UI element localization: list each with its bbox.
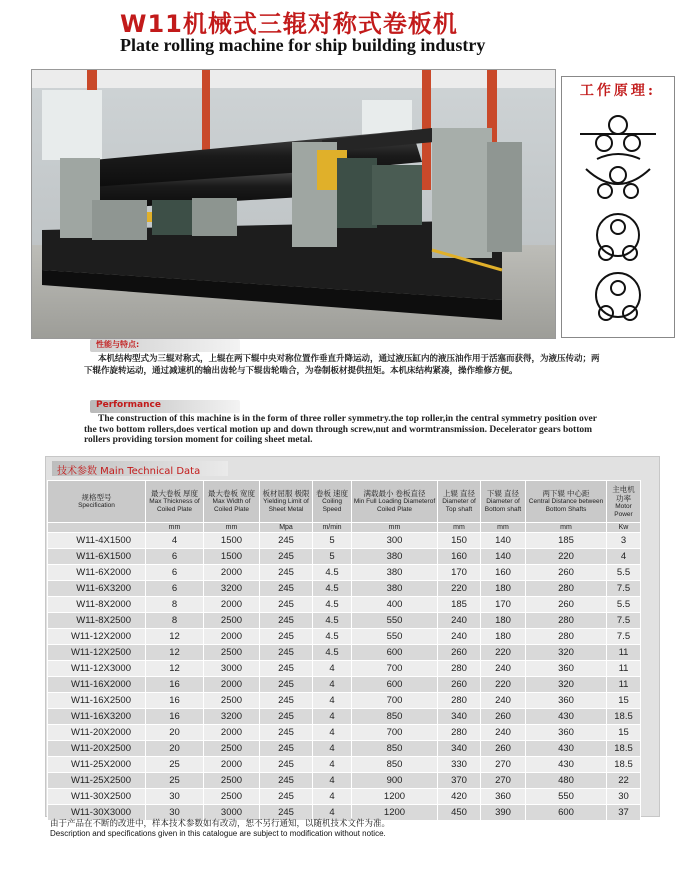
specs-header-row — [48, 481, 641, 523]
specs-header-cn: 两下辊 中心距 — [542, 489, 590, 498]
table-cell: 30 — [607, 789, 641, 805]
table-cell: 850 — [352, 709, 438, 725]
table-cell: 260 — [438, 645, 481, 661]
table-cell: 850 — [352, 741, 438, 757]
table-cell: 260 — [481, 741, 526, 757]
specs-table — [47, 480, 641, 821]
specs-unit-cell: mm — [204, 523, 260, 533]
specs-units-row — [48, 523, 641, 533]
rolling-step-4-diagram — [596, 273, 640, 320]
specs-header-cell — [204, 481, 260, 523]
performance-tag — [90, 400, 240, 413]
table-cell: 220 — [526, 549, 607, 565]
table-cell: 260 — [438, 677, 481, 693]
specs-header-en: Diameter of Bottom shaft — [484, 498, 522, 513]
table-cell: 2000 — [204, 677, 260, 693]
table-cell: 4 — [146, 533, 204, 549]
specs-header-en: Specification — [78, 502, 115, 509]
model-cell: W11-30X2500 — [48, 789, 146, 805]
specs-unit-cell: mm — [526, 523, 607, 533]
model-cell: W11-6X2000 — [48, 565, 146, 581]
table-cell: 245 — [260, 757, 313, 773]
specs-header-cn: 上辊 直径 — [442, 489, 476, 498]
specs-header-cell — [438, 481, 481, 523]
table-cell: 240 — [438, 613, 481, 629]
table-row — [48, 565, 641, 581]
table-cell: 380 — [352, 565, 438, 581]
table-cell: 370 — [438, 773, 481, 789]
table-cell: 450 — [438, 805, 481, 821]
table-cell: 185 — [526, 533, 607, 549]
specs-header-cell — [48, 481, 146, 523]
model-cell: W11-30X3000 — [48, 805, 146, 821]
table-cell: 11 — [607, 661, 641, 677]
table-cell: 245 — [260, 565, 313, 581]
table-cell: 245 — [260, 581, 313, 597]
table-cell: 30 — [146, 789, 204, 805]
specs-header-cn: 卷板 速度 — [315, 489, 349, 498]
table-cell: 4 — [313, 757, 352, 773]
table-cell: 5 — [313, 549, 352, 565]
specs-unit-cell: mm — [438, 523, 481, 533]
model-cell: W11-8X2000 — [48, 597, 146, 613]
features-paragraph: 本机结构型式为三辊对称式，上辊在两下辊中央对称位置作垂直升降运动，通过液压缸内的液压油作用于活塞而获得，为液压传动；两下辊作旋转运动，通过减速机的输出齿轮与下辊齿轮啮合，为卷制板材提供扭矩。本机床结构紧凑，操作维修方便。 — [84, 354, 600, 376]
table-cell: 900 — [352, 773, 438, 789]
table-cell: 4.5 — [313, 629, 352, 645]
table-cell: 245 — [260, 613, 313, 629]
table-cell: 330 — [438, 757, 481, 773]
table-cell: 245 — [260, 533, 313, 549]
table-cell: 280 — [438, 661, 481, 677]
table-cell: 2500 — [204, 789, 260, 805]
specs-unit-cell — [48, 523, 146, 533]
table-cell: 2500 — [204, 645, 260, 661]
table-cell: 16 — [146, 693, 204, 709]
table-row — [48, 549, 641, 565]
table-cell: 220 — [481, 677, 526, 693]
table-cell: 4.5 — [313, 597, 352, 613]
specs-header-en: Min Full Loading Diameterof Coiled Plate — [353, 498, 436, 513]
specs-header-cell — [352, 481, 438, 523]
specs-header-cn: 主电机 功率 — [612, 484, 635, 503]
table-cell: 18.5 — [607, 709, 641, 725]
specs-header-en: Diameter of Top shaft — [442, 498, 476, 513]
table-cell: 340 — [438, 741, 481, 757]
table-cell: 280 — [526, 629, 607, 645]
table-cell: 4.5 — [313, 613, 352, 629]
table-cell: 245 — [260, 677, 313, 693]
features-tag — [90, 339, 240, 352]
table-cell: 270 — [481, 757, 526, 773]
table-row — [48, 661, 641, 677]
table-cell: 2000 — [204, 565, 260, 581]
performance-tag-label: Performance — [96, 400, 161, 410]
specs-header-cell — [481, 481, 526, 523]
table-cell: 1500 — [204, 533, 260, 549]
model-cell: W11-4X1500 — [48, 533, 146, 549]
table-cell: 15 — [607, 725, 641, 741]
table-cell: 5.5 — [607, 565, 641, 581]
table-cell: 4.5 — [313, 645, 352, 661]
specs-header-cell — [260, 481, 313, 523]
table-row — [48, 709, 641, 725]
table-cell: 7.5 — [607, 629, 641, 645]
table-cell: 160 — [438, 549, 481, 565]
model-cell: W11-12X2000 — [48, 629, 146, 645]
table-row — [48, 677, 641, 693]
table-cell: 170 — [481, 597, 526, 613]
table-cell: 550 — [352, 613, 438, 629]
table-cell: 2500 — [204, 613, 260, 629]
table-cell: 140 — [481, 533, 526, 549]
table-cell: 600 — [526, 805, 607, 821]
table-cell: 5 — [313, 533, 352, 549]
table-cell: 15 — [607, 693, 641, 709]
table-row — [48, 789, 641, 805]
page-title-en: Plate rolling machine for ship building industry — [120, 35, 486, 55]
table-cell: 3200 — [204, 709, 260, 725]
table-row — [48, 741, 641, 757]
table-cell: 400 — [352, 597, 438, 613]
table-cell: 4.5 — [313, 581, 352, 597]
model-cell: W11-25X2500 — [48, 773, 146, 789]
table-cell: 37 — [607, 805, 641, 821]
table-row — [48, 773, 641, 789]
table-cell: 25 — [146, 757, 204, 773]
table-row — [48, 693, 641, 709]
rolling-step-2-diagram — [586, 154, 650, 198]
table-cell: 220 — [481, 645, 526, 661]
table-cell: 7.5 — [607, 581, 641, 597]
specs-header-en: Motor Power — [614, 502, 633, 518]
table-cell: 22 — [607, 773, 641, 789]
table-cell: 700 — [352, 661, 438, 677]
table-cell: 390 — [481, 805, 526, 821]
table-cell: 11 — [607, 677, 641, 693]
specs-header-cn: 最大卷板 宽度 — [207, 489, 256, 498]
table-cell: 12 — [146, 661, 204, 677]
table-cell: 4 — [313, 805, 352, 821]
table-cell: 4 — [313, 661, 352, 677]
table-cell: 360 — [526, 661, 607, 677]
table-cell: 16 — [146, 677, 204, 693]
table-cell: 180 — [481, 613, 526, 629]
table-cell: 260 — [526, 565, 607, 581]
table-row — [48, 725, 641, 741]
table-cell: 180 — [481, 581, 526, 597]
specs-unit-cell: Mpa — [260, 523, 313, 533]
table-cell: 360 — [481, 789, 526, 805]
table-row — [48, 645, 641, 661]
specs-section-title — [52, 461, 228, 476]
specs-header-cn: 规格型号 — [81, 493, 112, 502]
table-cell: 420 — [438, 789, 481, 805]
table-cell: 245 — [260, 597, 313, 613]
footer-note-en: Description and specifications given in this catalogue are subject to modification without notice. — [50, 829, 386, 838]
table-cell: 320 — [526, 645, 607, 661]
table-cell: 2000 — [204, 597, 260, 613]
rolling-step-1-diagram — [580, 116, 656, 151]
table-cell: 245 — [260, 693, 313, 709]
table-cell: 1200 — [352, 789, 438, 805]
table-row — [48, 613, 641, 629]
specs-title-label: 技术参数 Main Technical Data — [57, 466, 201, 477]
table-cell: 550 — [352, 629, 438, 645]
working-principle-title: 工作原理: — [579, 83, 657, 99]
model-cell: W11-6X1500 — [48, 549, 146, 565]
specs-header-cell — [146, 481, 204, 523]
model-cell: W11-25X2000 — [48, 757, 146, 773]
table-cell: 430 — [526, 741, 607, 757]
table-cell: 5.5 — [607, 597, 641, 613]
model-cell: W11-16X2500 — [48, 693, 146, 709]
table-cell: 245 — [260, 725, 313, 741]
model-cell: W11-20X2500 — [48, 741, 146, 757]
specs-unit-cell: mm — [352, 523, 438, 533]
specs-unit-cell: mm — [146, 523, 204, 533]
table-cell: 4 — [607, 549, 641, 565]
model-cell: W11-20X2000 — [48, 725, 146, 741]
table-cell: 8 — [146, 597, 204, 613]
model-cell: W11-16X3200 — [48, 709, 146, 725]
specs-header-en: Max Width of Coiled Plate — [212, 498, 251, 513]
table-row — [48, 581, 641, 597]
machine-photo — [31, 69, 556, 339]
table-cell: 150 — [438, 533, 481, 549]
table-cell: 245 — [260, 741, 313, 757]
specs-table-body — [48, 533, 641, 821]
table-cell: 430 — [526, 757, 607, 773]
table-row — [48, 533, 641, 549]
table-cell: 18.5 — [607, 741, 641, 757]
specs-header-en: Max Thickness of Coiled Plate — [149, 498, 200, 513]
footer-note-cn: 由于产品在不断的改进中，样本技术参数如有改动，恕不另行通知，以随机技术文件为准。 — [50, 819, 391, 829]
specs-header-en: Yielding Limit of Sheet Metal — [263, 498, 309, 513]
table-cell: 6 — [146, 565, 204, 581]
table-cell: 185 — [438, 597, 481, 613]
specs-header-cn: 最大卷板 厚度 — [150, 489, 199, 498]
table-cell: 280 — [526, 581, 607, 597]
table-cell: 170 — [438, 565, 481, 581]
table-cell: 850 — [352, 757, 438, 773]
table-row — [48, 597, 641, 613]
table-row — [48, 757, 641, 773]
table-cell: 240 — [481, 725, 526, 741]
model-cell: W11-8X2500 — [48, 613, 146, 629]
table-cell: 30 — [146, 805, 204, 821]
table-cell: 1500 — [204, 549, 260, 565]
table-cell: 20 — [146, 725, 204, 741]
table-cell: 1200 — [352, 805, 438, 821]
table-cell: 20 — [146, 741, 204, 757]
table-cell: 600 — [352, 645, 438, 661]
table-cell: 245 — [260, 805, 313, 821]
table-cell: 3200 — [204, 581, 260, 597]
model-cell: W11-16X2000 — [48, 677, 146, 693]
table-cell: 260 — [526, 597, 607, 613]
table-cell: 300 — [352, 533, 438, 549]
table-cell: 260 — [481, 709, 526, 725]
table-cell: 700 — [352, 693, 438, 709]
specs-unit-cell: mm — [481, 523, 526, 533]
table-cell: 245 — [260, 661, 313, 677]
table-cell: 2000 — [204, 757, 260, 773]
table-cell: 140 — [481, 549, 526, 565]
table-cell: 180 — [481, 629, 526, 645]
performance-paragraph: The construction of this machine is in the form of three roller symmetry.the top roller,in the central symmetry position over the two bottom rollers,does vertical motion up and down through screw,nut and wormtransmission. Decelerator gears bottom rollers providing torsion moment for coiling sheet metal. — [84, 414, 597, 445]
table-cell: 4 — [313, 789, 352, 805]
model-cell: W11-6X3200 — [48, 581, 146, 597]
table-cell: 11 — [607, 645, 641, 661]
specs-header-cn: 满载最小 卷板直径 — [363, 489, 426, 498]
table-cell: 4 — [313, 741, 352, 757]
table-cell: 4.5 — [313, 565, 352, 581]
table-cell: 4 — [313, 677, 352, 693]
table-cell: 7.5 — [607, 613, 641, 629]
table-cell: 16 — [146, 709, 204, 725]
table-cell: 240 — [438, 629, 481, 645]
table-cell: 6 — [146, 581, 204, 597]
table-cell: 240 — [481, 661, 526, 677]
table-cell: 4 — [313, 725, 352, 741]
working-principle-panel — [561, 76, 675, 338]
rolling-step-3-diagram — [597, 214, 639, 260]
table-cell: 550 — [526, 789, 607, 805]
specs-header-en: Coiling Speed — [322, 498, 342, 513]
table-cell: 18.5 — [607, 757, 641, 773]
table-cell: 240 — [481, 693, 526, 709]
table-cell: 245 — [260, 645, 313, 661]
table-cell: 280 — [526, 613, 607, 629]
specs-header-en: Central Distance between Bottom Shafts — [528, 498, 604, 513]
specs-unit-cell: Kw — [607, 523, 641, 533]
specs-header-cn: 板材屈服 极限 — [262, 489, 310, 498]
specs-header-cell — [607, 481, 641, 523]
table-cell: 600 — [352, 677, 438, 693]
table-cell: 280 — [438, 725, 481, 741]
table-cell: 2000 — [204, 725, 260, 741]
specs-header-cn: 下辊 直径 — [486, 489, 520, 498]
table-cell: 3 — [607, 533, 641, 549]
table-cell: 2500 — [204, 741, 260, 757]
table-cell: 4 — [313, 709, 352, 725]
model-cell: W11-12X2500 — [48, 645, 146, 661]
table-cell: 2000 — [204, 629, 260, 645]
table-cell: 12 — [146, 645, 204, 661]
specs-header-cell — [313, 481, 352, 523]
table-cell: 245 — [260, 549, 313, 565]
table-cell: 380 — [352, 581, 438, 597]
page-title-cn: W11机械式三辊对称式卷板机 — [120, 10, 458, 38]
table-cell: 480 — [526, 773, 607, 789]
table-cell: 245 — [260, 773, 313, 789]
table-cell: 220 — [438, 581, 481, 597]
table-cell: 12 — [146, 629, 204, 645]
table-cell: 2500 — [204, 773, 260, 789]
table-cell: 3000 — [204, 805, 260, 821]
table-cell: 245 — [260, 709, 313, 725]
table-cell: 700 — [352, 725, 438, 741]
table-cell: 340 — [438, 709, 481, 725]
table-cell: 6 — [146, 549, 204, 565]
table-cell: 8 — [146, 613, 204, 629]
table-cell: 270 — [481, 773, 526, 789]
table-cell: 360 — [526, 693, 607, 709]
table-cell: 245 — [260, 789, 313, 805]
specs-header-cell — [526, 481, 607, 523]
table-row — [48, 629, 641, 645]
table-cell: 2500 — [204, 693, 260, 709]
features-tag-label: 性能与特点: — [96, 340, 140, 349]
table-cell: 160 — [481, 565, 526, 581]
table-cell: 280 — [438, 693, 481, 709]
table-cell: 380 — [352, 549, 438, 565]
table-cell: 245 — [260, 629, 313, 645]
table-cell: 4 — [313, 693, 352, 709]
table-cell: 3000 — [204, 661, 260, 677]
table-cell: 320 — [526, 677, 607, 693]
specs-unit-cell: m/min — [313, 523, 352, 533]
model-cell: W11-12X3000 — [48, 661, 146, 677]
table-cell: 25 — [146, 773, 204, 789]
table-cell: 4 — [313, 773, 352, 789]
table-cell: 360 — [526, 725, 607, 741]
table-cell: 430 — [526, 709, 607, 725]
